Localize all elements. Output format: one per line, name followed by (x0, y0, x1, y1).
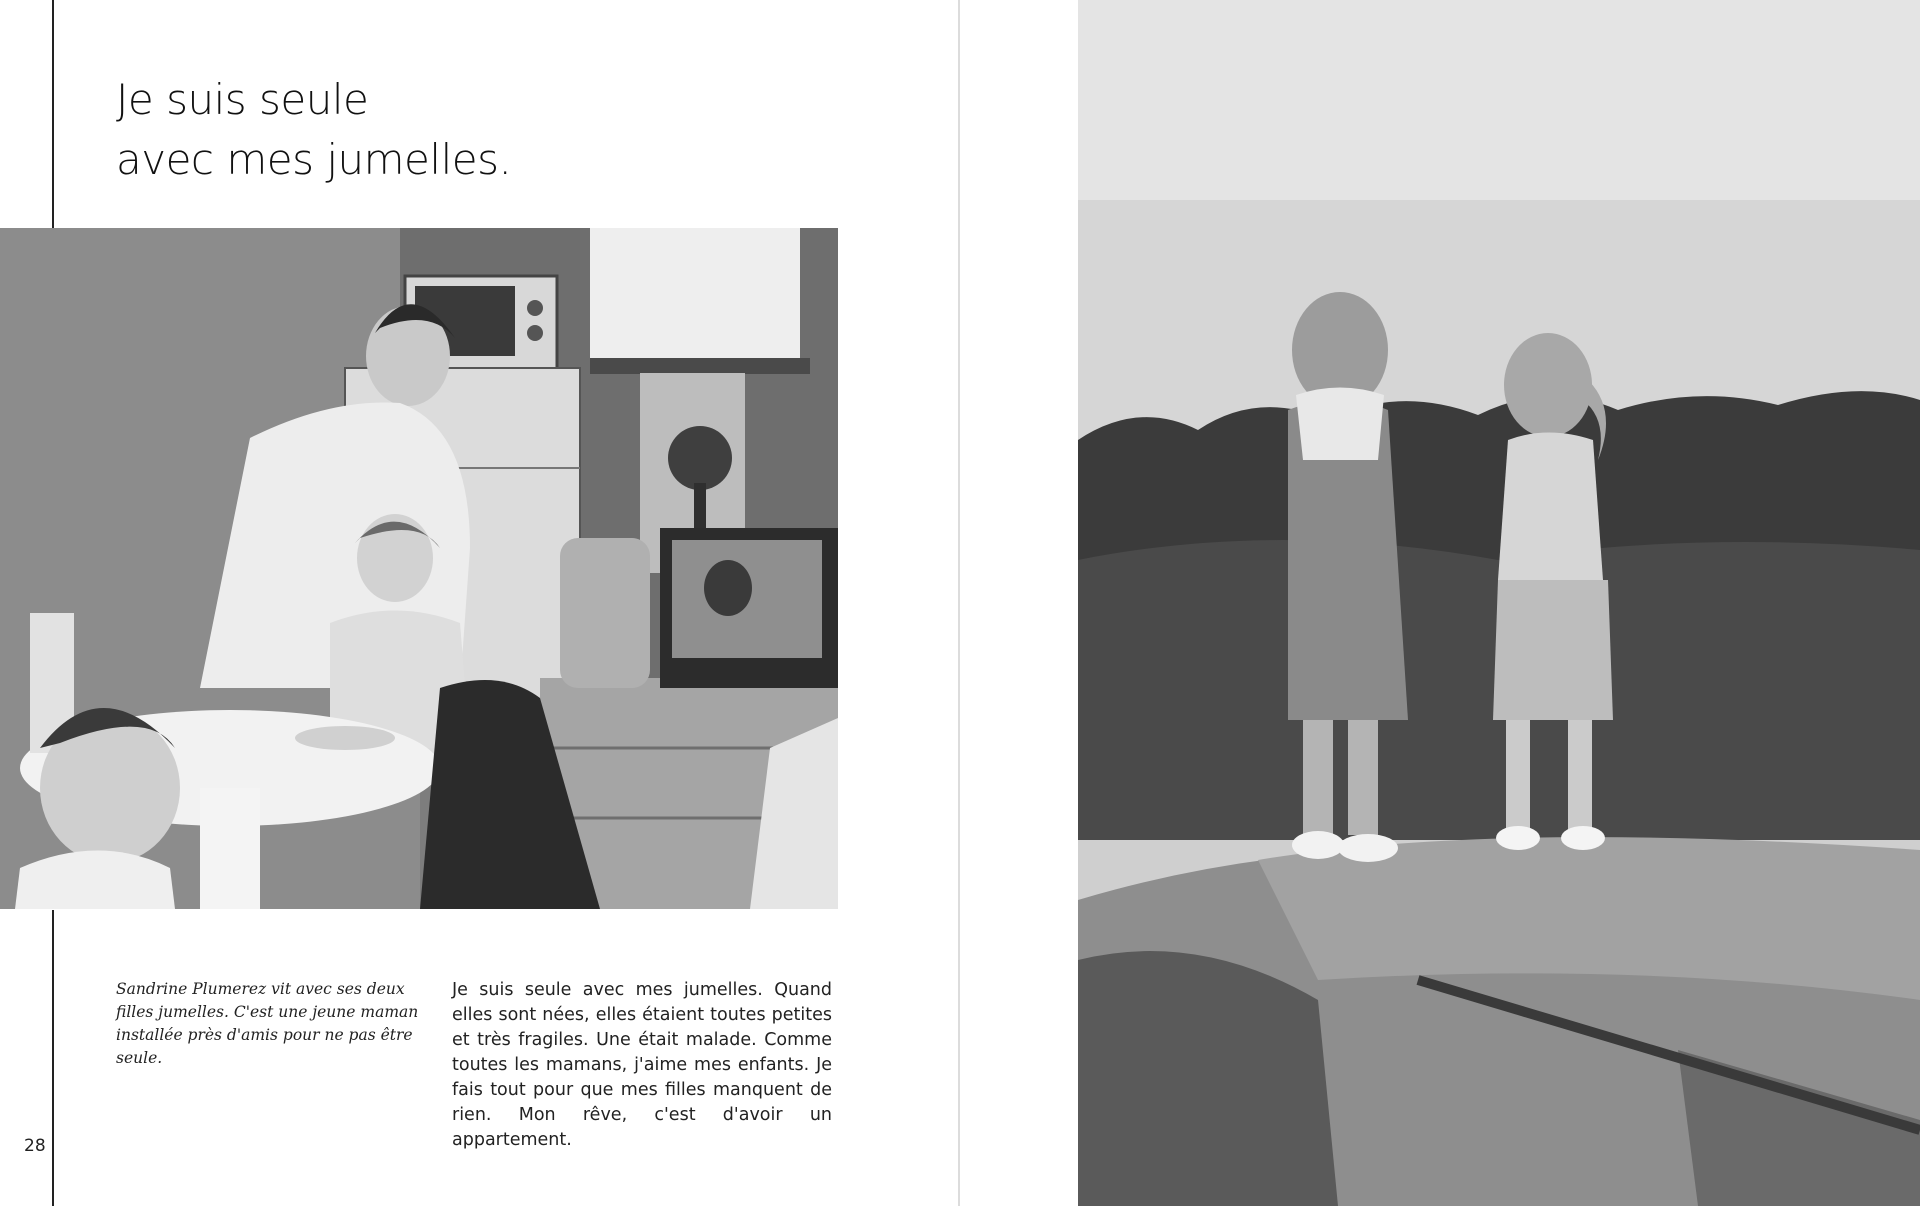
vertical-rule-bottom (52, 910, 54, 1206)
vertical-rule-top (52, 0, 54, 228)
kitchen-photo (0, 228, 838, 909)
body-text: Je suis seule avec mes jumelles. Quand elles sont nées, elles étaient toutes petites et très fragiles. Une était malade. Comme toutes les mamans, j'aime mes enfants. Je fais tout pour que mes filles manquent de rien. Mon rêve, c'est d'avoir un appartement. (452, 980, 832, 1150)
kitchen-photo-drawing (0, 228, 838, 909)
title-line-1: Je suis seule (116, 75, 369, 124)
page-title (116, 70, 511, 190)
page-number: 28 (24, 1136, 46, 1156)
twins-photo-drawing (1078, 0, 1920, 1206)
twins-photo (1078, 0, 1920, 1206)
title-line-2: avec mes jumelles. (116, 135, 512, 184)
photo-caption: Sandrine Plumerez vit avec ses deux filles jumelles. C'est une jeune maman installée près d'amis pour ne pas être seule. (116, 980, 419, 1067)
